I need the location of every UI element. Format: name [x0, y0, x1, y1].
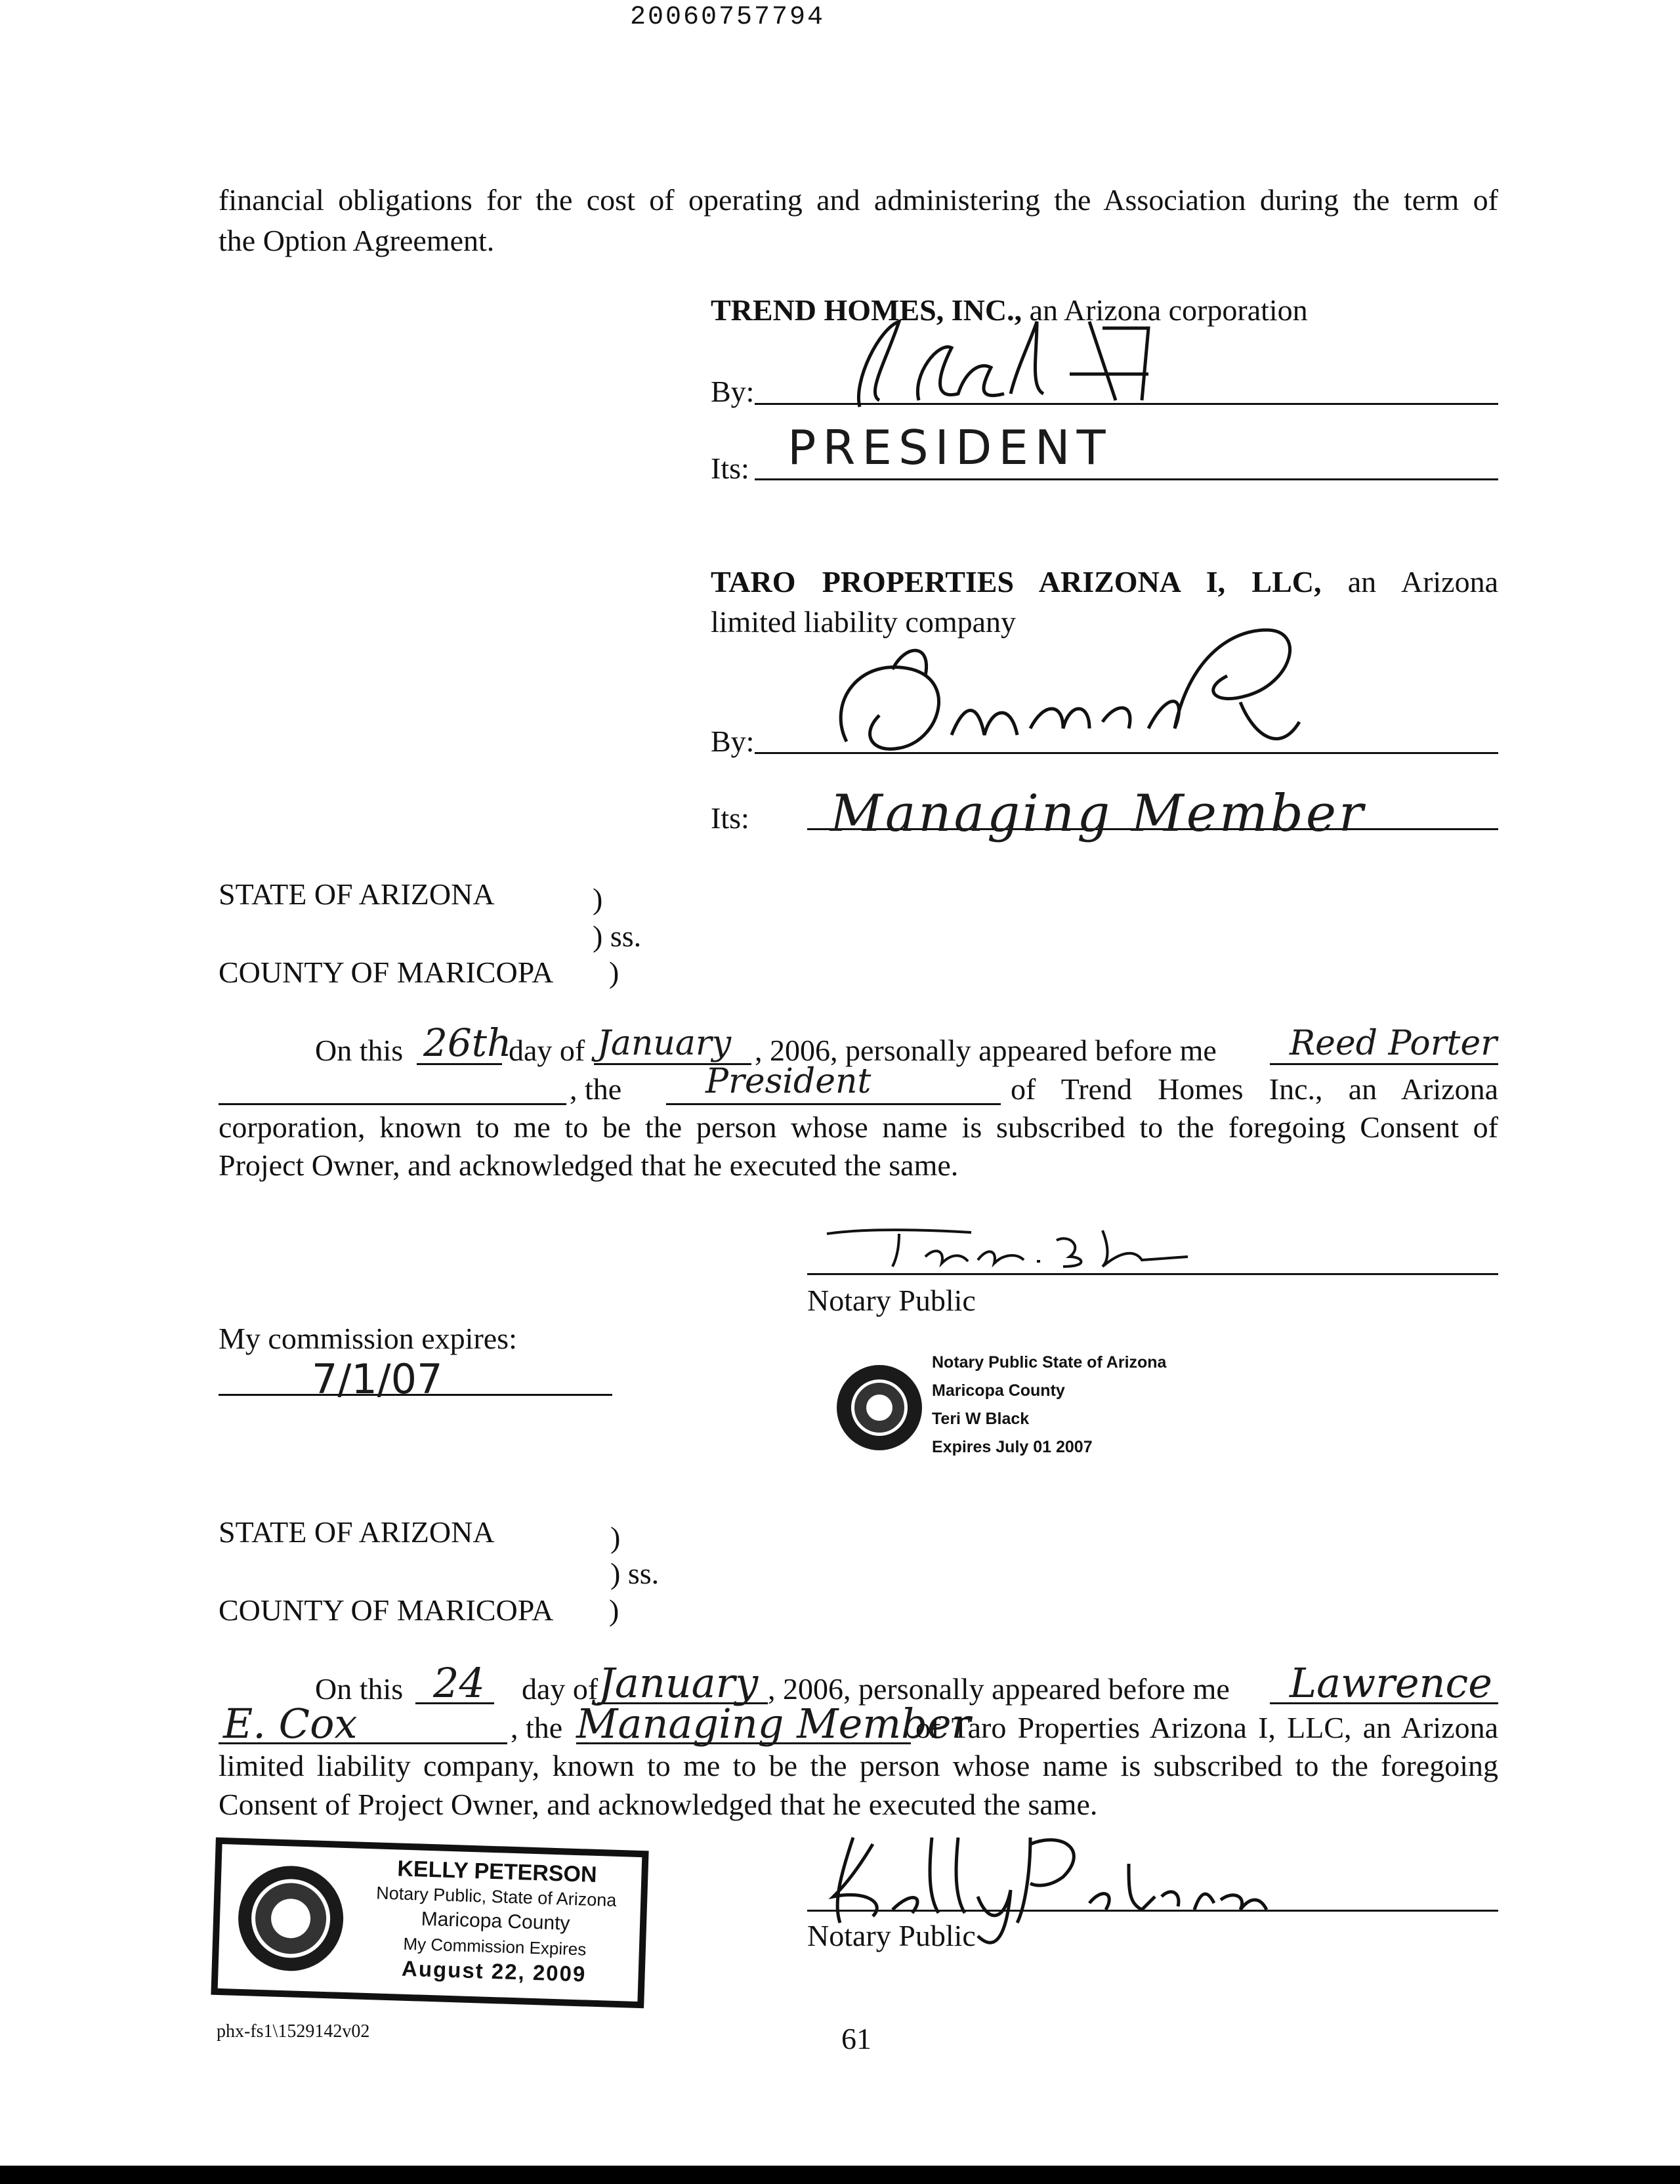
ack1-title-line	[666, 1103, 1001, 1105]
venue2-county: COUNTY OF MARICOPA	[219, 1593, 554, 1627]
trend-its-line	[755, 478, 1498, 480]
venue2-paren-1: )	[610, 1521, 621, 1554]
venue1-county: COUNTY OF MARICOPA	[219, 956, 554, 989]
page-number: 61	[841, 2022, 872, 2055]
ack2-on-this: On this	[315, 1672, 404, 1706]
ack1-title-value: President	[705, 1062, 872, 1101]
ack1-on-this: On this	[315, 1034, 404, 1067]
trend-its-label: Its:	[711, 452, 749, 485]
ack2-title-value: Managing Member	[576, 1700, 971, 1748]
trend-its-value: PRESIDENT	[788, 420, 1112, 475]
venue2-paren-2: )	[609, 1593, 620, 1627]
venue1-paren-2: )	[609, 956, 620, 989]
notary2-label: Notary Public	[807, 1919, 976, 1952]
taro-entity-name: TARO PROPERTIES ARIZONA I, LLC,	[711, 565, 1322, 598]
taro-its-value: Managing Member	[830, 784, 1366, 843]
ack2-year-text: , 2006, personally appeared before me	[768, 1672, 1230, 1706]
venue2-ss: ) ss.	[610, 1557, 660, 1590]
notary2-stamp-line-2: Notary Public, State of Arizona	[375, 1883, 617, 1910]
ack1-day-of: day of	[509, 1034, 585, 1067]
ack2-line-4: Consent of Project Owner, and acknowledged that he executed the same.	[219, 1788, 1098, 1821]
notary1-seal-line-4: Expires July 01 2007	[932, 1438, 1093, 1456]
ack2-day-value: 24	[433, 1659, 485, 1707]
ack1-line-3: corporation, known to me to be the person whose name is subscribed to the foregoing Consent of	[219, 1110, 1498, 1144]
ack2-day-of: day of	[522, 1672, 598, 1706]
notary2-stamp-line-3: Maricopa County	[421, 1908, 570, 1935]
venue1-ss: ) ss.	[593, 919, 642, 953]
notary2-seal-icon	[237, 1864, 345, 1973]
notary2-stamp-line-1: KELLY PETERSON	[396, 1856, 598, 1887]
commission-value: 7/1/07	[312, 1355, 443, 1403]
trend-entity-name: TREND HOMES, INC.,	[711, 293, 1022, 327]
ack2-name-value-2: E. Cox	[223, 1700, 358, 1748]
ack1-name-line	[1270, 1063, 1498, 1065]
venue1-paren-1: )	[593, 882, 603, 915]
venue2-state: STATE OF ARIZONA	[219, 1515, 495, 1549]
notary1-seal-icon	[837, 1365, 922, 1450]
scan-border	[0, 2166, 1680, 2184]
notary1-seal-line-1: Notary Public State of Arizona	[932, 1353, 1167, 1372]
ack1-name-value: Reed Porter	[1290, 1024, 1498, 1063]
intro-line-1: financial obligations for the cost of operating and administering the Association during the term of	[219, 183, 1498, 217]
notary1-seal-text	[932, 1349, 1166, 1461]
notary1-label: Notary Public	[807, 1284, 976, 1317]
ack2-line-3: limited liability company, known to me to be the person whose name is subscribed to the foregoing	[219, 1749, 1498, 1782]
notary1-signature-line	[807, 1273, 1498, 1275]
notary1-seal-line-2: Maricopa County	[932, 1381, 1065, 1400]
taro-entity-type: an Arizona	[1347, 565, 1498, 598]
taro-by-label: By:	[711, 724, 755, 758]
taro-its-label: Its:	[711, 801, 749, 835]
ack1-year-text: , 2006, personally appeared before me	[755, 1034, 1217, 1067]
notary2-stamp-text	[349, 1855, 642, 1988]
trend-entity-type: an Arizona corporation	[1029, 293, 1308, 327]
document-number: 20060757794	[630, 3, 826, 32]
ack1-name-line-2	[219, 1103, 566, 1105]
ack1-line-4: Project Owner, and acknowledged that he executed the same.	[219, 1148, 959, 1182]
venue1-state: STATE OF ARIZONA	[219, 877, 495, 911]
taro-entity-line-2: limited liability company	[711, 605, 1017, 639]
notary2-signature-line	[807, 1910, 1498, 1912]
ack2-the: , the	[511, 1711, 563, 1744]
ack2-name-value-1: Lawrence	[1290, 1659, 1492, 1707]
commission-label: My commission expires:	[219, 1322, 517, 1355]
ack1-month-value: January	[597, 1024, 732, 1063]
ack1-of-text: of Trend Homes Inc., an Arizona	[1011, 1072, 1498, 1106]
ack1-the: , the	[570, 1072, 622, 1106]
ack2-month-value: January	[598, 1659, 759, 1707]
ack1-day-value: 26th	[423, 1020, 512, 1065]
taro-entity	[711, 562, 1498, 602]
notary2-stamp-line-5: August 22, 2009	[401, 1956, 587, 1986]
notary2-stamp-line-4: My Commission Expires	[403, 1933, 587, 1960]
notary1-seal-line-3: Teri W Black	[932, 1410, 1030, 1428]
taro-signature	[820, 604, 1332, 774]
trend-signature	[840, 302, 1208, 420]
ack2-of-text: of Taro Properties Arizona I, LLC, an Arizona	[915, 1711, 1498, 1744]
notary2-stamp	[211, 1838, 648, 2009]
trend-by-label: By:	[711, 375, 755, 408]
notary1-signature	[820, 1221, 1201, 1273]
intro-line-2: the Option Agreement.	[219, 224, 495, 257]
file-reference: phx-fs1\1529142v02	[217, 2021, 370, 2042]
